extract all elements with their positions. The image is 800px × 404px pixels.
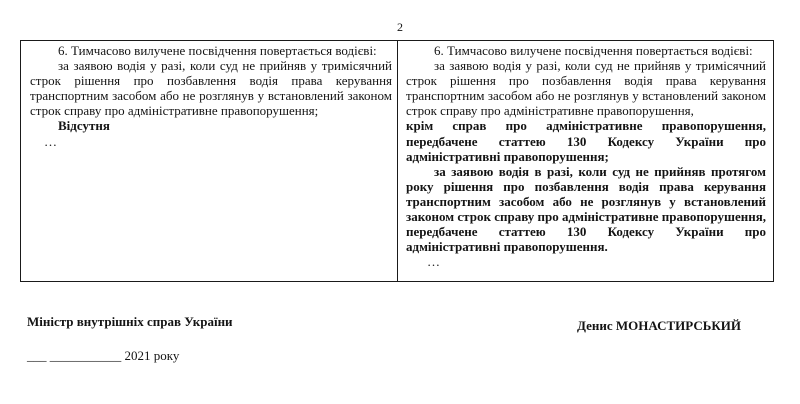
left-paragraph-text: за заявою водія у разі, коли суд не прийняв у тримісячний строк рішення про позбавлення водія права керування транспортним засобом або не розглянув у встановлений законом строк справу про адміністративне правопорушення; (30, 58, 392, 119)
comparison-table (20, 40, 774, 282)
right-paragraph-heading: 6. Тимчасово вилучене посвідчення повертається водієві: (434, 43, 753, 58)
left-paragraph-ellipsis: … (44, 133, 57, 149)
signatory-name: Денис МОНАСТИРСЬКИЙ (577, 318, 742, 333)
right-paragraph-exception: крім справ про адміністративне правопорушення, передбачене статтею 130 Кодексу України про адміністративні правопорушення; (406, 118, 766, 164)
page-number: 2 (397, 20, 403, 34)
signatory-position: Міністр внутрішніх справ України (27, 314, 233, 329)
right-paragraph-ellipsis: … (427, 254, 440, 270)
current-wording-column (21, 41, 398, 281)
right-paragraph-text: за заявою водія у разі, коли суд не прийняв у тримісячний строк рішення про позбавлення водія права керування транспортним засобом або не розглянув у встановлений законом строк справу про адміністративне правопорушення, (406, 58, 766, 119)
left-paragraph-heading: 6. Тимчасово вилучене посвідчення повертається водієві: (58, 43, 377, 58)
proposed-wording-column (398, 41, 773, 281)
left-paragraph-absent: Відсутня (58, 118, 110, 134)
signature-date: ___ ___________ 2021 року (27, 348, 180, 363)
right-paragraph-new-clause: за заявою водія в разі, коли суд не прийняв протягом року рішення про позбавлення водія права керування транспортним засобом або не розглянув у встановлений законом строк справу про адміністративне правопорушення, передбачене статтею 130 Кодексу України про адміністративні правопорушення. (406, 163, 766, 255)
